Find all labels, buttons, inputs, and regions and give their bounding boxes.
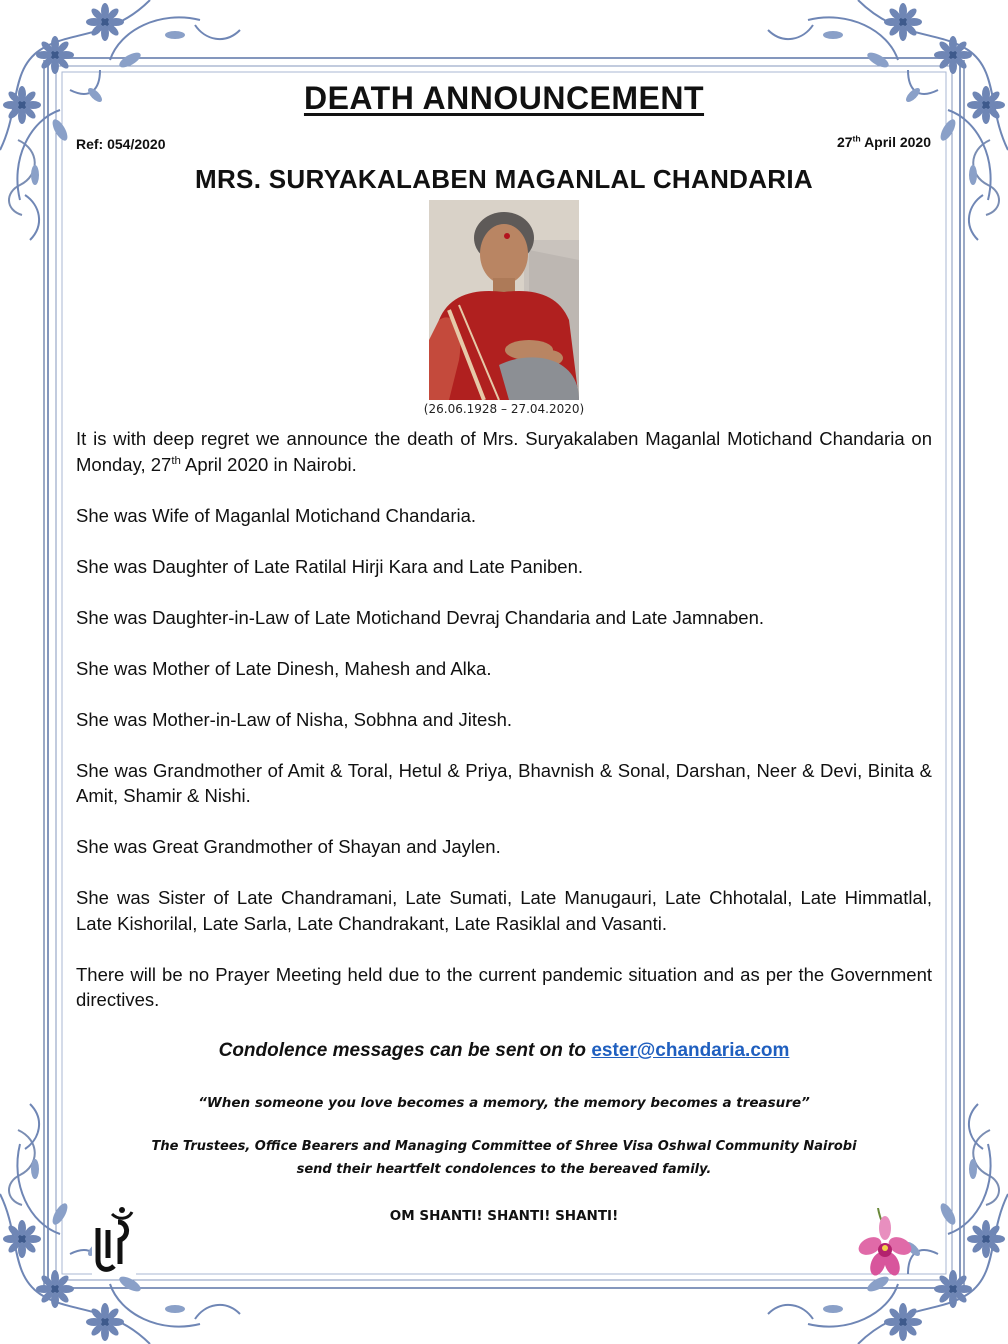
announcement-date: [837, 134, 931, 150]
intro-date-suffix: th: [171, 454, 181, 467]
condolence-email-link[interactable]: ester@chandaria.com: [591, 1040, 790, 1061]
condolence-line: [0, 1040, 1008, 1062]
date-suffix: th: [852, 133, 861, 144]
date-day: 27: [836, 134, 853, 150]
memorial-quote: “When someone you love becomes a memory, the memory becomes a treasure”: [198, 1095, 810, 1111]
intro-text-part2: April 2020 in Nairobi.: [180, 453, 357, 475]
jain-om-symbol-icon: [92, 1200, 136, 1276]
announcement-body: [76, 426, 932, 1038]
trustees-message: [0, 1135, 1008, 1181]
corner-ornament-top-left: [0, 0, 240, 240]
prayer-meeting-paragraph: There will be no Prayer Meeting held due to the current pandemic situation and as per the Government directives.: [76, 963, 932, 1010]
sister-paragraph: She was Sister of Late Chandramani, Late Sumati, Late Manugauri, Late Chhotalal, Late Himmatlal, Late Kishorilal, Late Sarla, Late Chandrakant, Late Rasiklal and Vasanti.: [76, 887, 932, 934]
date-rest: April 2020: [860, 134, 931, 150]
trustees-line-2: send their heartfelt condolences to the bereaved family.: [296, 1162, 712, 1177]
portrait-photo: [429, 200, 579, 400]
intro-paragraph: [76, 426, 932, 477]
great-grandmother-paragraph: She was Great Grandmother of Shayan and Jaylen.: [76, 836, 501, 857]
page-title: [0, 80, 1008, 117]
reference-number: Ref: 054/2020: [76, 136, 166, 152]
grandmother-paragraph: She was Grandmother of Amit & Toral, Hetul & Priya, Bhavnish & Sonal, Darshan, Neer & Devi, Binita & Amit, Shamir & Nishi.: [76, 759, 932, 806]
trustees-line-1: The Trustees, Office Bearers and Managing Committee of Shree Visa Oshwal Community Nairobi: [151, 1139, 857, 1154]
mother-paragraph: She was Mother of Late Dinesh, Mahesh and Alka.: [76, 657, 492, 679]
condolence-text: Condolence messages can be sent on to: [218, 1040, 592, 1061]
om-shanti-text: OM SHANTI! SHANTI! SHANTI!: [389, 1208, 619, 1224]
wife-paragraph: She was Wife of Maganlal Motichand Chandaria.: [76, 504, 477, 526]
corner-ornament-top-right: [768, 0, 1008, 240]
mother-in-law-paragraph: She was Mother-in-Law of Nisha, Sobhna and Jitesh.: [76, 708, 513, 730]
deceased-name: MRS. SURYAKALABEN MAGANLAL CHANDARIA: [195, 164, 813, 194]
intro-text-part1: It is with deep regret we announce the death of Mrs. Suryakalaben Maganlal Motichand Chandaria on Monday, 27: [76, 428, 932, 475]
daughter-paragraph: She was Daughter of Late Ratilal Hirji Kara and Late Paniben.: [76, 555, 583, 577]
daughter-in-law-paragraph: She was Daughter-in-Law of Late Motichand Devraj Chandaria and Late Jamnaben.: [76, 606, 764, 628]
lifespan-dates: (26.06.1928 – 27.04.2020): [423, 402, 585, 416]
page-title-text: DEATH ANNOUNCEMENT: [303, 80, 705, 116]
orchid-flower-icon: [858, 1208, 912, 1280]
